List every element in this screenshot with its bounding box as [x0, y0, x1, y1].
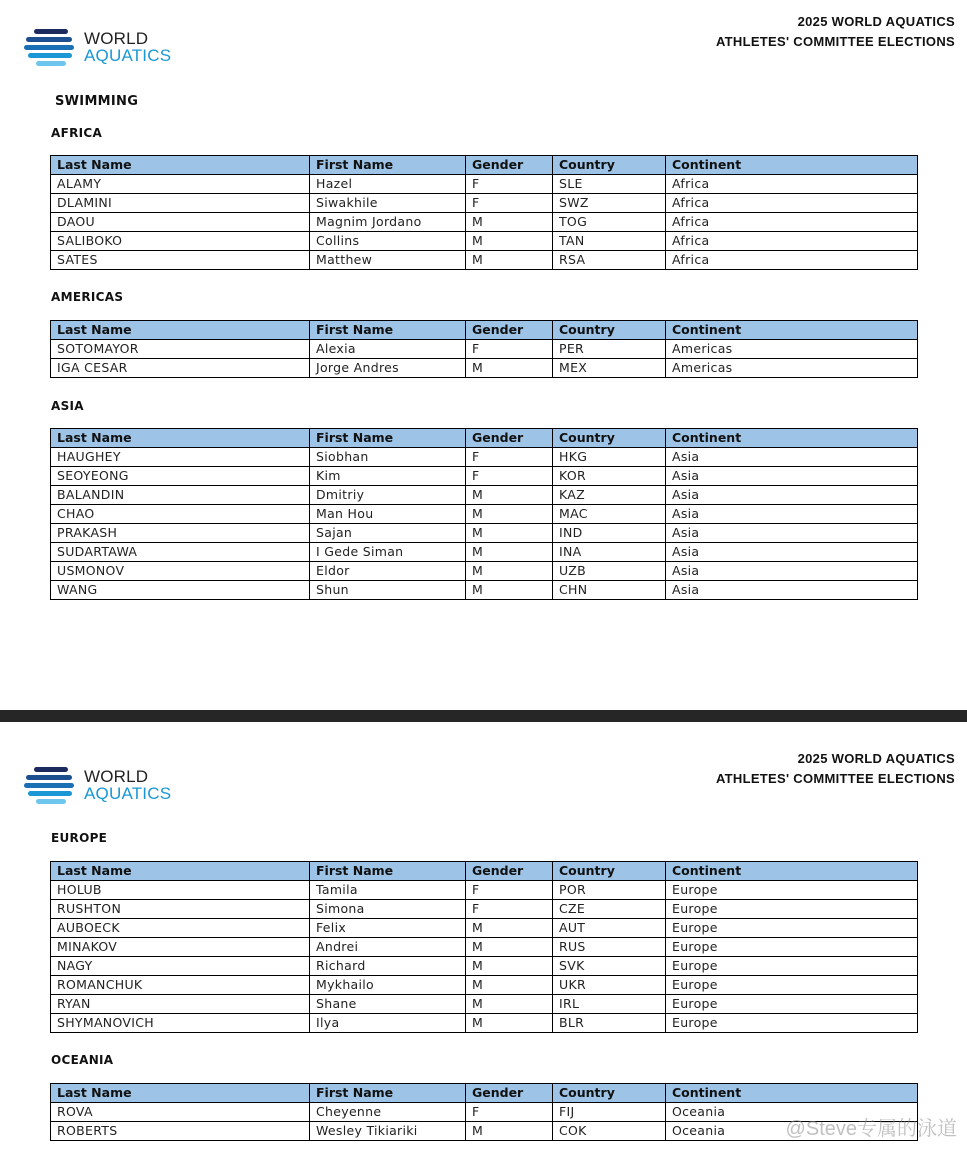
table-cell: M: [466, 524, 553, 543]
watermark-text: @Steve专属的泳道: [785, 1118, 957, 1140]
logo-word-aquatics: AQUATICS: [84, 46, 172, 65]
region-heading-africa: AFRICA: [51, 126, 103, 140]
table-cell: SLE: [553, 175, 666, 194]
column-header: Last Name: [51, 321, 310, 340]
table-cell: M: [466, 359, 553, 378]
column-header: Continent: [666, 862, 918, 881]
document-header: [716, 749, 955, 789]
wave-dots-icon: [24, 764, 76, 810]
table-cell: ALAMY: [51, 175, 310, 194]
table-row: [51, 543, 918, 562]
column-header: Continent: [666, 1084, 918, 1103]
table-cell: SALIBOKO: [51, 232, 310, 251]
document-header: [716, 12, 955, 52]
table-cell: Europe: [666, 881, 918, 900]
column-header: Gender: [466, 1084, 553, 1103]
column-header: Last Name: [51, 429, 310, 448]
table-cell: USMONOV: [51, 562, 310, 581]
table-cell: DLAMINI: [51, 194, 310, 213]
table-cell: Andrei: [310, 938, 466, 957]
column-header: First Name: [310, 1084, 466, 1103]
table-cell: RSA: [553, 251, 666, 270]
table-cell: Oceania: [666, 1122, 918, 1141]
table-cell: Kim: [310, 467, 466, 486]
athletes-table-europe: [50, 861, 918, 1033]
table-cell: Collins: [310, 232, 466, 251]
table-cell: IGA CESAR: [51, 359, 310, 378]
wave-dots-icon: [24, 26, 76, 72]
header-line-1: 2025 WORLD AQUATICS: [797, 751, 955, 766]
table-cell: AUT: [553, 919, 666, 938]
table-row: [51, 881, 918, 900]
column-header: Continent: [666, 156, 918, 175]
table-cell: M: [466, 562, 553, 581]
header-line-2: ATHLETES' COMMITTEE ELECTIONS: [715, 34, 955, 49]
table-cell: Shane: [310, 995, 466, 1014]
table-cell: MAC: [553, 505, 666, 524]
table-row: [51, 359, 918, 378]
table-cell: Siobhan: [310, 448, 466, 467]
world-aquatics-logo: [24, 764, 204, 812]
table-cell: F: [466, 194, 553, 213]
table-cell: FIJ: [553, 1103, 666, 1122]
column-header: Country: [553, 1084, 666, 1103]
table-row: [51, 505, 918, 524]
table-cell: Matthew: [310, 251, 466, 270]
table-cell: Asia: [666, 448, 918, 467]
table-cell: POR: [553, 881, 666, 900]
table-row: [51, 1014, 918, 1033]
table-cell: BALANDIN: [51, 486, 310, 505]
column-header: Continent: [666, 321, 918, 340]
column-header: Country: [553, 156, 666, 175]
table-cell: RUSHTON: [51, 900, 310, 919]
table-cell: Americas: [666, 359, 918, 378]
table-cell: M: [466, 976, 553, 995]
header-line-2: ATHLETES' COMMITTEE ELECTIONS: [715, 771, 955, 786]
table-cell: Africa: [666, 175, 918, 194]
table-cell: ROMANCHUK: [51, 976, 310, 995]
table-cell: M: [466, 232, 553, 251]
table-header-row: [51, 429, 918, 448]
table-cell: SATES: [51, 251, 310, 270]
table-cell: WANG: [51, 581, 310, 600]
table-cell: Alexia: [310, 340, 466, 359]
table-cell: F: [466, 175, 553, 194]
table-row: [51, 340, 918, 359]
table-cell: SUDARTAWA: [51, 543, 310, 562]
sport-title: SWIMMING: [55, 94, 139, 109]
table-cell: I Gede Siman: [310, 543, 466, 562]
table-cell: Shun: [310, 581, 466, 600]
table-cell: Man Hou: [310, 505, 466, 524]
table-header-row: [51, 862, 918, 881]
column-header: Continent: [666, 429, 918, 448]
table-cell: MINAKOV: [51, 938, 310, 957]
table-cell: TAN: [553, 232, 666, 251]
logo-word-aquatics: AQUATICS: [84, 784, 172, 803]
table-cell: INA: [553, 543, 666, 562]
table-cell: F: [466, 881, 553, 900]
table-cell: Europe: [666, 1014, 918, 1033]
table-cell: BLR: [553, 1014, 666, 1033]
table-cell: Jorge Andres: [310, 359, 466, 378]
table-row: [51, 448, 918, 467]
table-cell: M: [466, 581, 553, 600]
table-cell: Cheyenne: [310, 1103, 466, 1122]
table-cell: Asia: [666, 524, 918, 543]
table-cell: Europe: [666, 900, 918, 919]
table-header-row: [51, 1084, 918, 1103]
table-cell: IRL: [553, 995, 666, 1014]
table-cell: Eldor: [310, 562, 466, 581]
column-header: Country: [553, 321, 666, 340]
athletes-table-africa: [50, 155, 918, 270]
table-cell: Dmitriy: [310, 486, 466, 505]
table-cell: Europe: [666, 938, 918, 957]
table-cell: CZE: [553, 900, 666, 919]
table-cell: TOG: [553, 213, 666, 232]
table-cell: DAOU: [51, 213, 310, 232]
table-cell: Africa: [666, 213, 918, 232]
table-cell: Sajan: [310, 524, 466, 543]
table-cell: HOLUB: [51, 881, 310, 900]
table-row: [51, 957, 918, 976]
column-header: Gender: [466, 429, 553, 448]
table-cell: Asia: [666, 467, 918, 486]
table-row: [51, 976, 918, 995]
table-cell: UKR: [553, 976, 666, 995]
table-cell: F: [466, 340, 553, 359]
table-cell: Ilya: [310, 1014, 466, 1033]
table-row: [51, 938, 918, 957]
region-heading-americas: AMERICAS: [51, 290, 124, 304]
table-cell: HAUGHEY: [51, 448, 310, 467]
table-cell: PER: [553, 340, 666, 359]
table-cell: Siwakhile: [310, 194, 466, 213]
table-cell: F: [466, 448, 553, 467]
table-row: [51, 213, 918, 232]
region-heading-oceania: OCEANIA: [51, 1053, 114, 1067]
table-row: [51, 919, 918, 938]
table-cell: Asia: [666, 505, 918, 524]
table-cell: ROVA: [51, 1103, 310, 1122]
table-row: [51, 175, 918, 194]
table-cell: Asia: [666, 486, 918, 505]
column-header: First Name: [310, 156, 466, 175]
table-cell: KAZ: [553, 486, 666, 505]
athletes-table-americas: [50, 320, 918, 378]
region-heading-europe: EUROPE: [51, 831, 108, 845]
table-cell: M: [466, 919, 553, 938]
table-cell: IND: [553, 524, 666, 543]
column-header: Last Name: [51, 1084, 310, 1103]
table-cell: F: [466, 1103, 553, 1122]
table-cell: Africa: [666, 194, 918, 213]
table-cell: KOR: [553, 467, 666, 486]
table-cell: RUS: [553, 938, 666, 957]
table-cell: M: [466, 486, 553, 505]
table-cell: M: [466, 213, 553, 232]
table-cell: Asia: [666, 581, 918, 600]
column-header: Gender: [466, 321, 553, 340]
table-cell: SHYMANOVICH: [51, 1014, 310, 1033]
logo-word-world: WORLD: [84, 767, 149, 786]
table-cell: M: [466, 1122, 553, 1141]
table-row: [51, 194, 918, 213]
table-cell: Felix: [310, 919, 466, 938]
header-line-1: 2025 WORLD AQUATICS: [797, 14, 955, 29]
table-cell: SEOYEONG: [51, 467, 310, 486]
table-cell: ROBERTS: [51, 1122, 310, 1141]
table-cell: PRAKASH: [51, 524, 310, 543]
table-row: [51, 995, 918, 1014]
column-header: First Name: [310, 862, 466, 881]
table-cell: Oceania: [666, 1103, 918, 1122]
table-cell: CHN: [553, 581, 666, 600]
table-cell: Africa: [666, 251, 918, 270]
column-header: First Name: [310, 429, 466, 448]
region-heading-asia: ASIA: [51, 399, 84, 413]
table-cell: HKG: [553, 448, 666, 467]
table-cell: Richard: [310, 957, 466, 976]
table-row: [51, 562, 918, 581]
table-cell: Mykhailo: [310, 976, 466, 995]
table-cell: Europe: [666, 995, 918, 1014]
column-header: Country: [553, 862, 666, 881]
table-row: [51, 467, 918, 486]
column-header: Last Name: [51, 862, 310, 881]
table-row: [51, 232, 918, 251]
table-cell: M: [466, 938, 553, 957]
table-cell: M: [466, 957, 553, 976]
table-cell: M: [466, 505, 553, 524]
table-cell: SVK: [553, 957, 666, 976]
logo-word-world: WORLD: [84, 29, 149, 48]
table-header-row: [51, 321, 918, 340]
table-cell: M: [466, 995, 553, 1014]
table-row: [51, 900, 918, 919]
athletes-table-asia: [50, 428, 918, 600]
table-cell: F: [466, 467, 553, 486]
table-cell: Hazel: [310, 175, 466, 194]
table-cell: M: [466, 1014, 553, 1033]
document-page-2: [0, 722, 967, 1149]
table-cell: Europe: [666, 919, 918, 938]
table-cell: COK: [553, 1122, 666, 1141]
table-cell: AUBOECK: [51, 919, 310, 938]
table-row: [51, 251, 918, 270]
page-separator: [0, 710, 967, 722]
table-header-row: [51, 156, 918, 175]
table-cell: Asia: [666, 543, 918, 562]
table-cell: Europe: [666, 976, 918, 995]
table-cell: CHAO: [51, 505, 310, 524]
table-row: [51, 524, 918, 543]
table-cell: RYAN: [51, 995, 310, 1014]
table-cell: Wesley Tikiariki: [310, 1122, 466, 1141]
column-header: First Name: [310, 321, 466, 340]
table-cell: Asia: [666, 562, 918, 581]
table-cell: Europe: [666, 957, 918, 976]
table-cell: Magnim Jordano: [310, 213, 466, 232]
table-cell: M: [466, 543, 553, 562]
column-header: Gender: [466, 156, 553, 175]
table-cell: M: [466, 251, 553, 270]
table-cell: Tamila: [310, 881, 466, 900]
table-row: [51, 581, 918, 600]
table-cell: SWZ: [553, 194, 666, 213]
column-header: Country: [553, 429, 666, 448]
table-cell: MEX: [553, 359, 666, 378]
table-cell: SOTOMAYOR: [51, 340, 310, 359]
table-cell: Americas: [666, 340, 918, 359]
table-cell: NAGY: [51, 957, 310, 976]
table-cell: Simona: [310, 900, 466, 919]
table-cell: UZB: [553, 562, 666, 581]
column-header: Gender: [466, 862, 553, 881]
table-cell: F: [466, 900, 553, 919]
world-aquatics-logo: [24, 26, 204, 74]
table-cell: Africa: [666, 232, 918, 251]
table-row: [51, 486, 918, 505]
column-header: Last Name: [51, 156, 310, 175]
